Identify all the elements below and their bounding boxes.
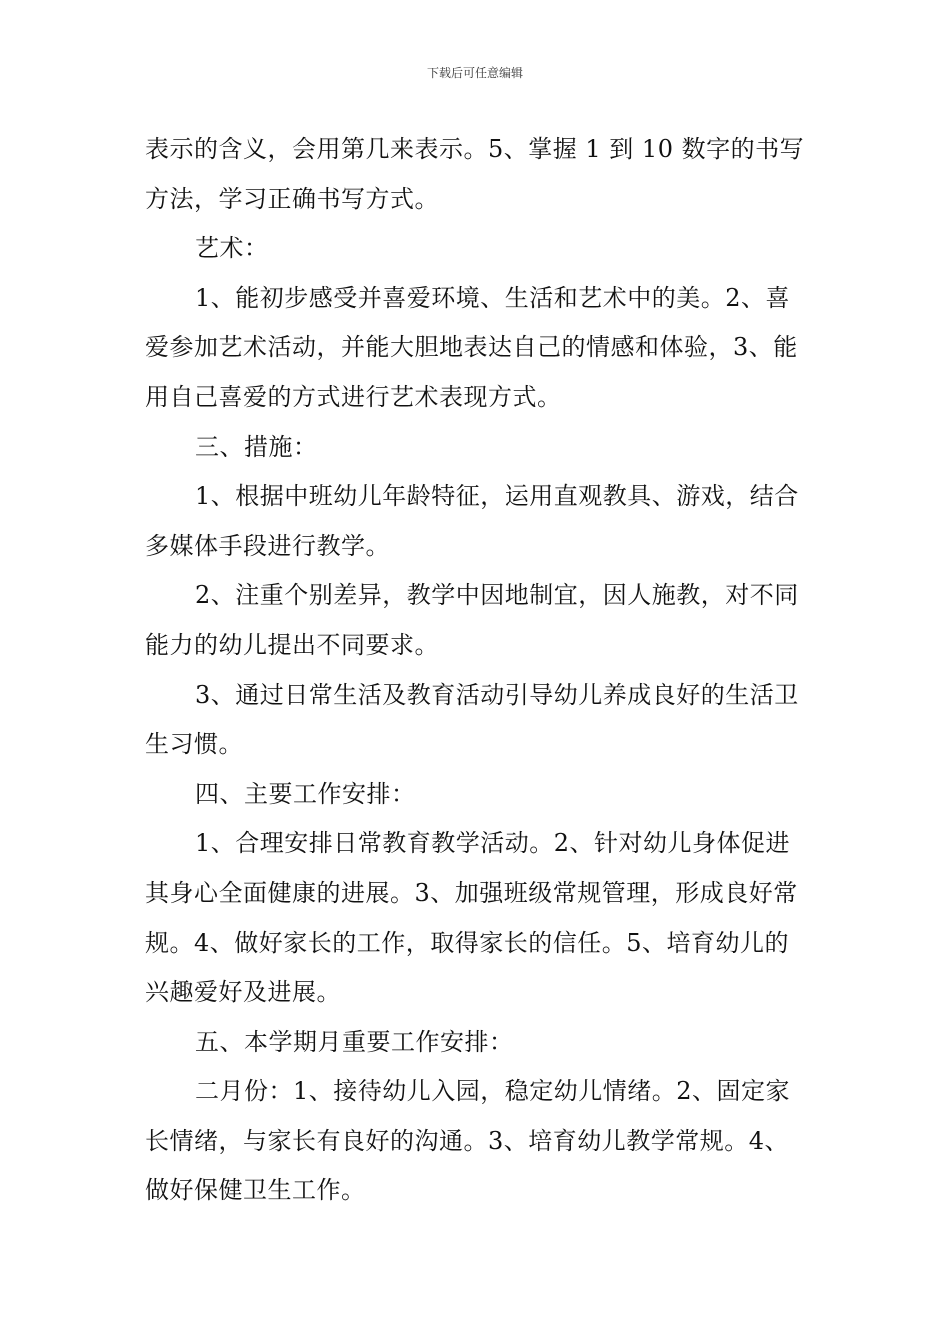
page-header-note: 下载后可任意编辑 xyxy=(426,66,523,80)
paragraph-measure-1: 1、根据中班幼儿年龄特征，运用直观教具、游戏，结合多媒体手段进行教学。 xyxy=(145,482,799,560)
heading-measures: 三、措施： xyxy=(195,432,318,461)
heading-art: 艺术： xyxy=(195,234,269,263)
paragraph-numbers-writing: 表示的含义，会用第几来表示。5、掌握 1 到 10 数字的书写方法，学习正确书写方式。 xyxy=(145,135,805,213)
paragraph-february: 二月份：1、接待幼儿入园，稳定幼儿情绪。2、固定家长情绪，与家长有良好的沟通。3、培育幼儿教学常规。4、做好保健卫生工作。 xyxy=(145,1077,791,1205)
paragraph-measure-2: 2、注重个别差异，教学中因地制宜，因人施教，对不同能力的幼儿提出不同要求。 xyxy=(145,581,799,659)
paragraph-measure-3: 3、通过日常生活及教育活动引导幼儿养成良好的生活卫生习惯。 xyxy=(145,680,799,759)
heading-monthly-work: 五、本学期月重要工作安排： xyxy=(195,1027,514,1056)
paragraph-main-work: 1、合理安排日常教育教学活动。2、针对幼儿身体促进其身心全面健康的进展。3、加强班级常规管理，形成良好常规。4、做好家长的工作，取得家长的信任。5、培育幼儿的兴趣爱好及进展。 xyxy=(145,829,798,1007)
document-body xyxy=(145,125,813,1216)
heading-main-work: 四、主要工作安排： xyxy=(195,779,416,808)
paragraph-art-goals: 1、能初步感受并喜爱环境、生活和艺术中的美。2、喜爱参加艺术活动，并能大胆地表达自己的情感和体验，3、能用自己喜爱的方式进行艺术表现方式。 xyxy=(145,283,798,411)
